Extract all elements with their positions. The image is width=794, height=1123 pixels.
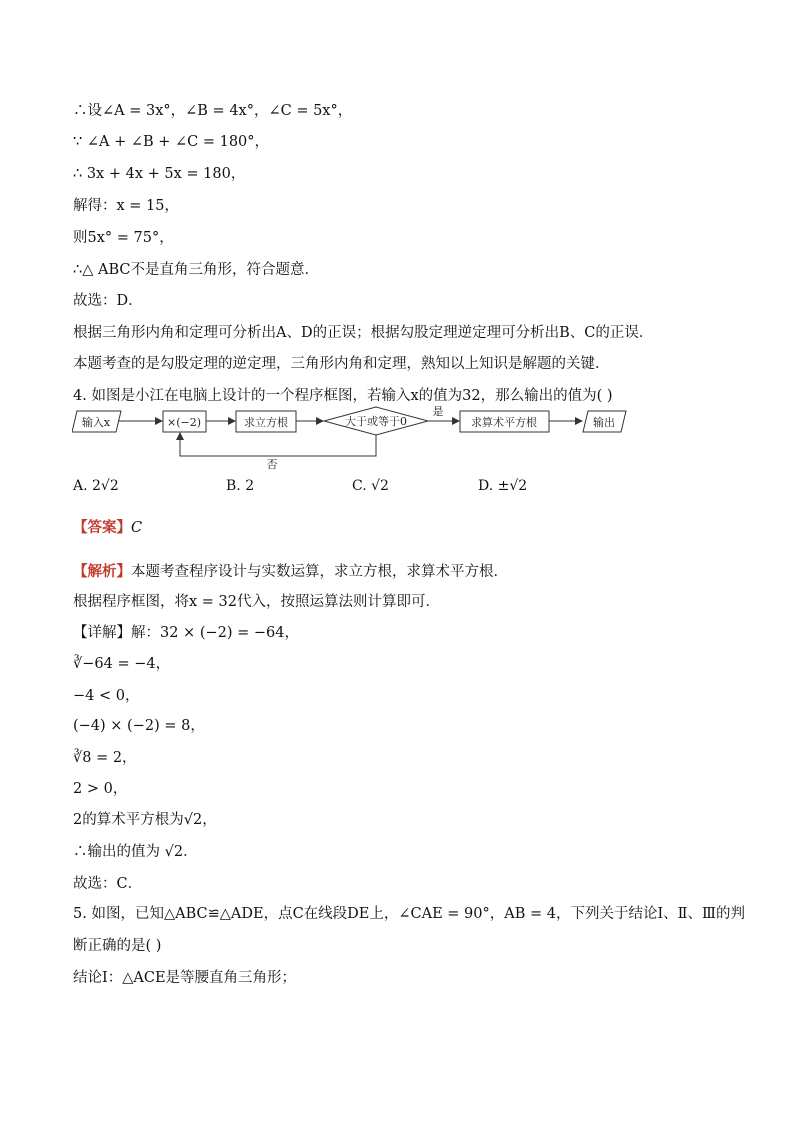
yes-label: 是 bbox=[432, 405, 444, 418]
output-label: 输出 bbox=[593, 416, 615, 429]
answer-label: 【答案】 bbox=[73, 519, 131, 536]
detail-line: ∛−64 = −4， bbox=[73, 656, 171, 672]
no-loop-arrow bbox=[180, 433, 376, 456]
analysis-line: 根据程序框图，将x = 32代入，按照运算法则计算即可． bbox=[73, 594, 440, 610]
input-label: 输入x bbox=[81, 416, 111, 429]
solution-line: 本题考查的是勾股定理的逆定理，三角形内角和定理，熟知以上知识是解题的关键． bbox=[73, 356, 610, 372]
solution-line: ∴ 3x + 4x + 5x = 180， bbox=[73, 166, 246, 182]
detail-line: (−4) × (−2) = 8， bbox=[73, 718, 205, 734]
detail-line: ∛8 = 2， bbox=[73, 750, 137, 766]
question-5-conclusion: 结论Ⅰ：△ACE是等腰直角三角形； bbox=[73, 970, 297, 986]
program-flowchart bbox=[72, 398, 632, 470]
question-5-stem: 断正确的是( ) bbox=[73, 938, 162, 954]
detail-line: 【详解】解：32 × (−2) = −64， bbox=[73, 625, 299, 641]
option-a: A. 2√2 bbox=[73, 478, 119, 494]
solution-line: ∴设∠A = 3x°，∠B = 4x°，∠C = 5x°， bbox=[73, 103, 353, 119]
option-b: B. 2 bbox=[226, 478, 255, 494]
condition-label: 大于或等于0 bbox=[345, 415, 407, 428]
answer-value: C bbox=[131, 520, 143, 536]
detail-line: 故选：C． bbox=[73, 876, 143, 892]
sqrt-label: 求算术平方根 bbox=[471, 416, 537, 429]
no-label: 否 bbox=[266, 458, 278, 470]
detail-line: ∴输出的值为 √2． bbox=[73, 844, 198, 860]
option-d: D. ±√2 bbox=[478, 478, 528, 494]
multiply-label: ×(−2) bbox=[166, 416, 202, 429]
cube-root-label: 求立方根 bbox=[244, 416, 288, 429]
analysis-line bbox=[73, 562, 508, 582]
analysis-label: 【解析】 bbox=[73, 563, 131, 580]
question-4-stem: 4. 如图是小江在电脑上设计的一个程序框图，若输入x的值为32，那么输出的值为( ) bbox=[73, 388, 613, 404]
analysis-text: 本题考查程序设计与实数运算，求立方根，求算术平方根． bbox=[131, 564, 508, 580]
solution-line: 故选：D． bbox=[73, 293, 143, 309]
detail-line: 2 > 0， bbox=[73, 781, 128, 797]
answer-line bbox=[73, 518, 142, 538]
solution-line: ∴△ ABC不是直角三角形，符合题意． bbox=[73, 262, 319, 278]
option-c: C. √2 bbox=[352, 478, 389, 494]
question-5-stem: 5. 如图，已知△ABC≌△ADE，点C在线段DE上，∠CAE = 90°，AB = 4，下列关于结论Ⅰ、Ⅱ、Ⅲ的判 bbox=[73, 906, 746, 922]
detail-line: 2的算术平方根为√2， bbox=[73, 812, 217, 828]
solution-line: ∵ ∠A + ∠B + ∠C = 180°， bbox=[73, 134, 270, 150]
solution-line: 根据三角形内角和定理可分析出A、D的正误；根据勾股定理逆定理可分析出B、C的正误． bbox=[73, 325, 654, 341]
solution-line: 解得：x = 15， bbox=[73, 198, 179, 214]
detail-line: −4 < 0， bbox=[73, 688, 140, 704]
solution-line: 则5x° = 75°， bbox=[73, 230, 174, 246]
